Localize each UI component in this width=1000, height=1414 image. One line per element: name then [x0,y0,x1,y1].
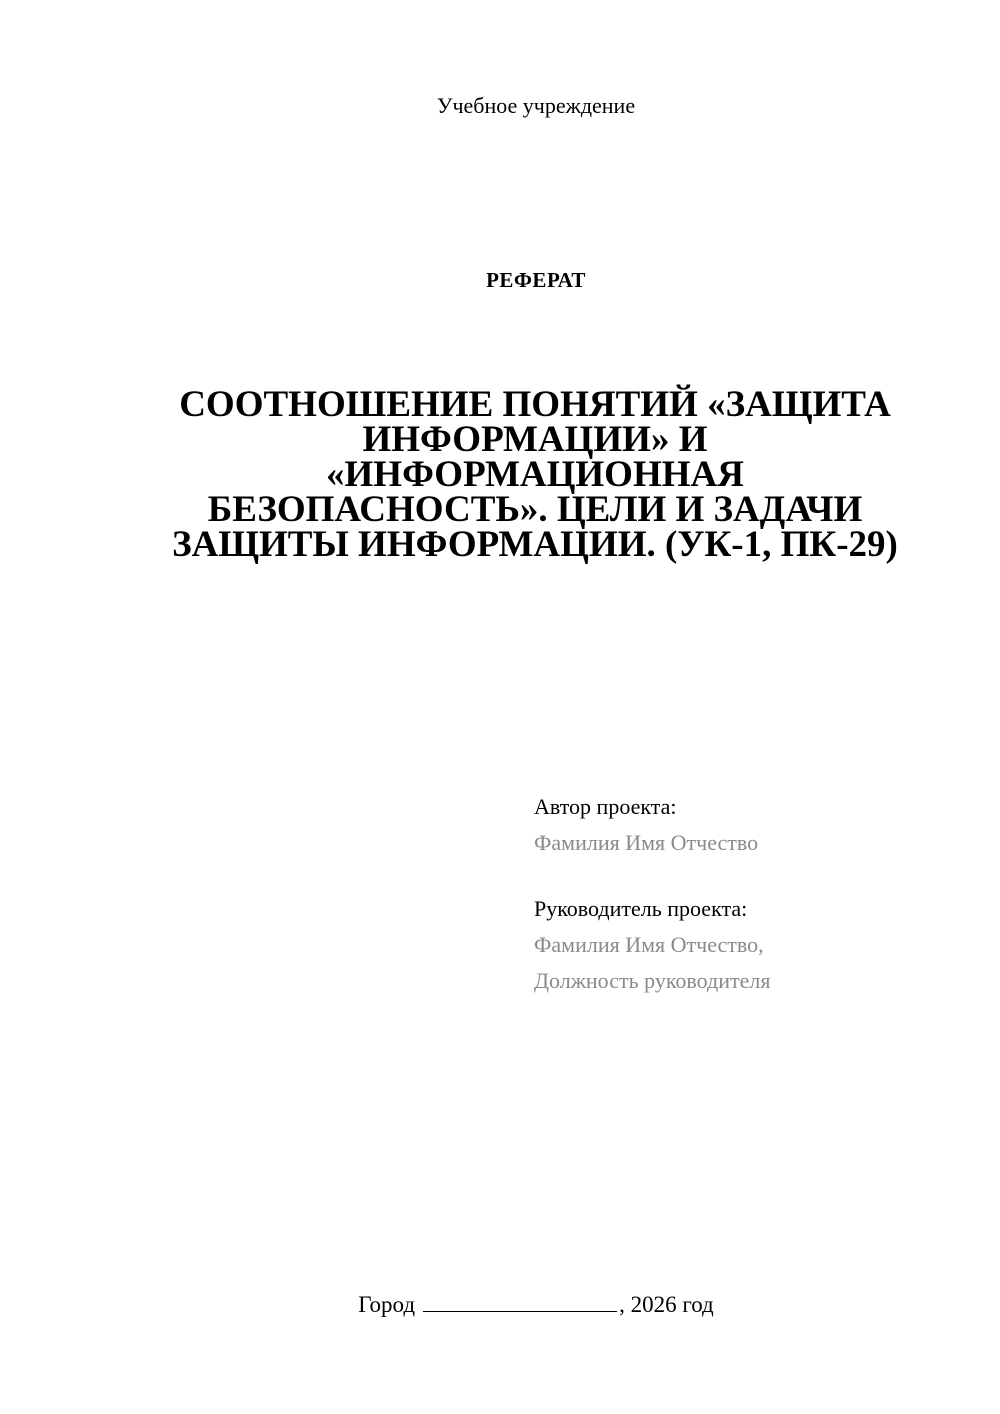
document-title [140,384,930,565]
supervisor-name: Фамилия Имя Отчество, [534,932,764,957]
title-line: «ИНФОРМАЦИОННАЯ [326,454,744,495]
title-line: ЗАЩИТЫ ИНФОРМАЦИИ. (УК-1, ПК-29) [172,524,898,565]
supervisor-label: Руководитель проекта: [534,896,748,921]
institution-name: Учебное учреждение [436,93,636,118]
title-line: ИНФОРМАЦИИ» И [362,419,708,460]
author-name: Фамилия Имя Отчество [534,830,759,855]
city-year-line [0,1290,1000,1320]
author-label: Автор проекта: [534,794,677,819]
supervisor-position: Должность руководителя [534,968,771,993]
title-line: БЕЗОПАСНОСТЬ». ЦЕЛИ И ЗАДАЧИ [207,489,863,530]
document-type: РЕФЕРАТ [486,268,586,292]
project-people [534,789,974,999]
title-line: СООТНОШЕНИЕ ПОНЯТИЙ «ЗАЩИТА [179,384,891,425]
year-text: , 2026 год [619,1292,714,1317]
city-blank-line [423,1291,617,1312]
city-label: Город [358,1292,416,1317]
spacer [534,861,974,891]
